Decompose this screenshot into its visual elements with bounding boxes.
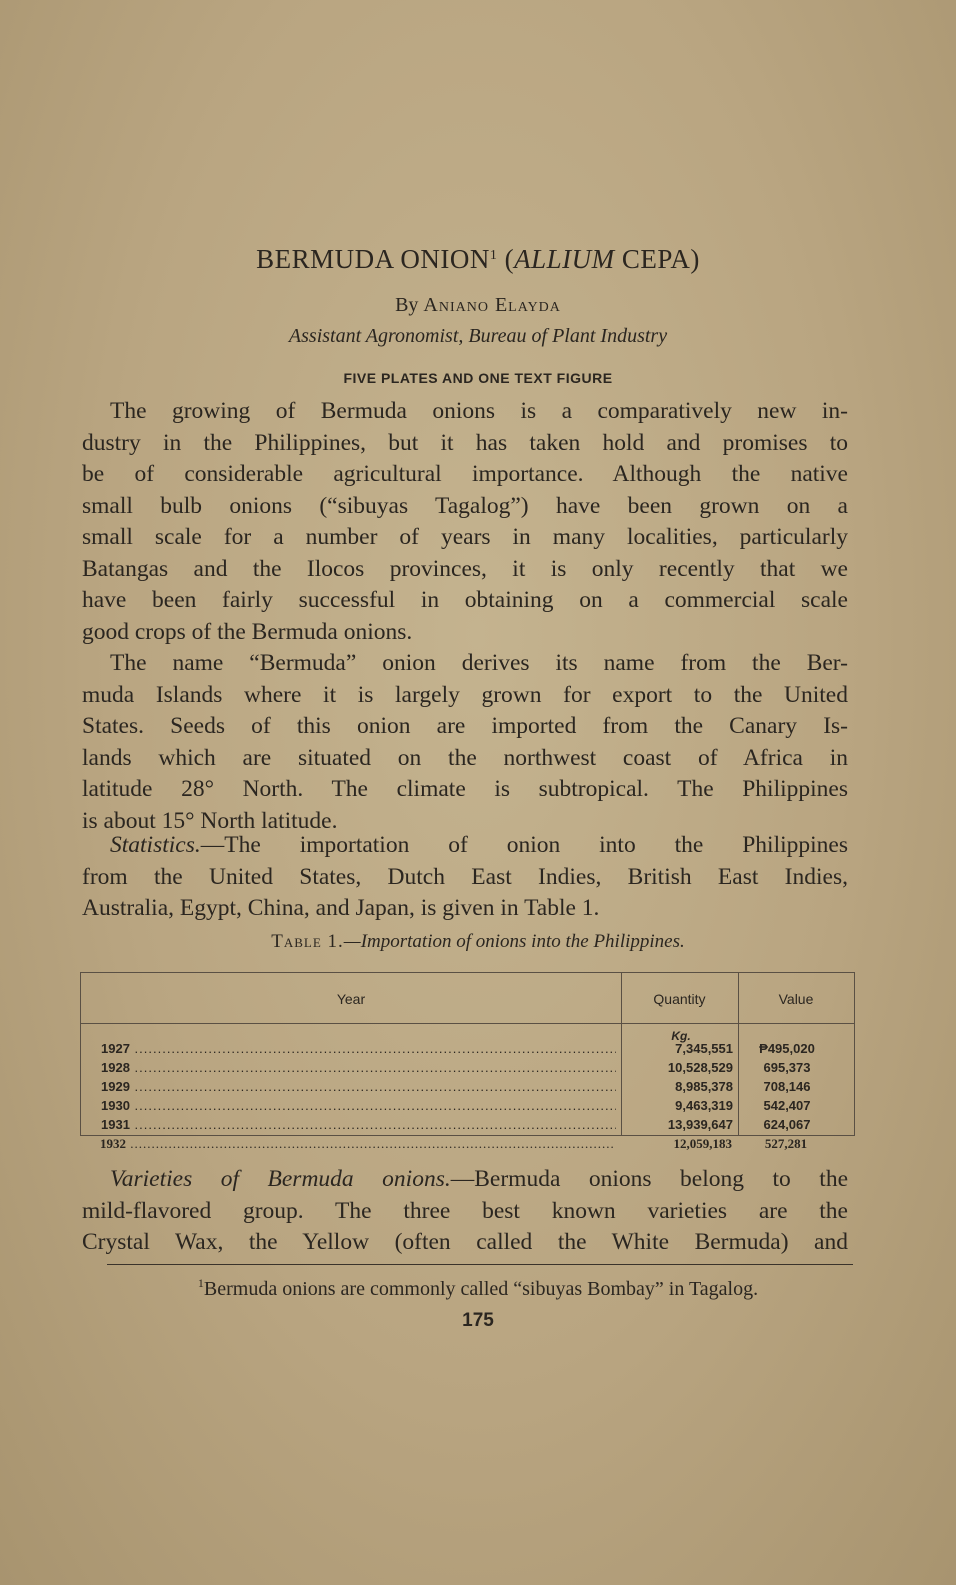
- table-caption: Table 1.—Importation of onions into the Philippines.: [271, 931, 685, 952]
- author-name: Aniano Elayda: [423, 294, 561, 316]
- header-quantity: Quantity: [621, 973, 738, 1024]
- table-row: 1927 ..... 7,345,551 ₱495,020: [81, 1041, 854, 1060]
- table-row: 1930 ..... 9,463,319 542,407: [81, 1098, 854, 1117]
- page-number: 175: [462, 1310, 494, 1331]
- header-year: Year: [81, 973, 621, 1024]
- import-table: [80, 972, 855, 1136]
- table-row: 1928 ..... 10,528,529 695,373: [81, 1060, 854, 1079]
- paragraph-intro: The growing of Bermuda onions is a comparatively new in- dustry in the Philippines, but it has taken hold and promises to be of considerable agricultural importance. Although the native small bulb onions (“sibuyas Tagalog”) have been grown on a small scale for a number of years in many localities, particularly Batangas and the Ilocos provinces, it is only recently that we have been fairly successful in obtaining on a commercial scale good crops of the Bermuda onions.: [82, 398, 848, 645]
- quantity-unit: Kg.: [671, 1029, 691, 1043]
- author-affiliation: Assistant Agronomist, Bureau of Plant Industry: [288, 325, 668, 347]
- paragraph-varieties: Varieties of Bermuda onions.—Bermuda onions belong to the mild-flavored group. The three best known varieties are the Crystal Wax, the Yellow (often called the White Bermuda) and: [82, 1166, 849, 1255]
- table-row: 1929 ..... 8,985,378 708,146: [81, 1079, 854, 1098]
- article-title: BERMUDA ONION$^1$ (ALLIUM CEPA): [256, 244, 700, 274]
- plates-note: FIVE PLATES AND ONE TEXT FIGURE: [343, 370, 613, 386]
- table-row: 1931 ..... 13,939,647 624,067: [81, 1117, 854, 1136]
- footnote: $^1$Bermuda onions are commonly called “sibuyas Bombay” in Tagalog.: [197, 1276, 759, 1300]
- footnote-rule: [107, 1264, 853, 1265]
- header-value: Value: [738, 973, 854, 1024]
- paragraph-name-origin: The name “Bermuda” onion derives its name from the Ber- muda Islands where it is largely grown for export to the United States. Seeds of this onion are imported from the Canary Is- lands which are situated on the northwest coast of Africa in latitude 28° North. The climate is subtropical. The Philippines is about 15° North latitude.: [82, 650, 848, 834]
- statistics-heading: Statistics.: [110, 832, 201, 858]
- byline: By Aniano Elayda: [395, 294, 561, 316]
- varieties-heading: Varieties of Bermuda onions.: [110, 1166, 451, 1192]
- table-row: 1932 ..... 12,059,183 527,281: [80, 1136, 853, 1155]
- title-footnote-mark: 1: [489, 248, 498, 263]
- paragraph-statistics: Statistics.—The importation of onion into the Philippines from the United States, Dutch East Indies, British East Indies, Australia, Egypt, China, and Japan, is given in Table 1.: [82, 832, 848, 921]
